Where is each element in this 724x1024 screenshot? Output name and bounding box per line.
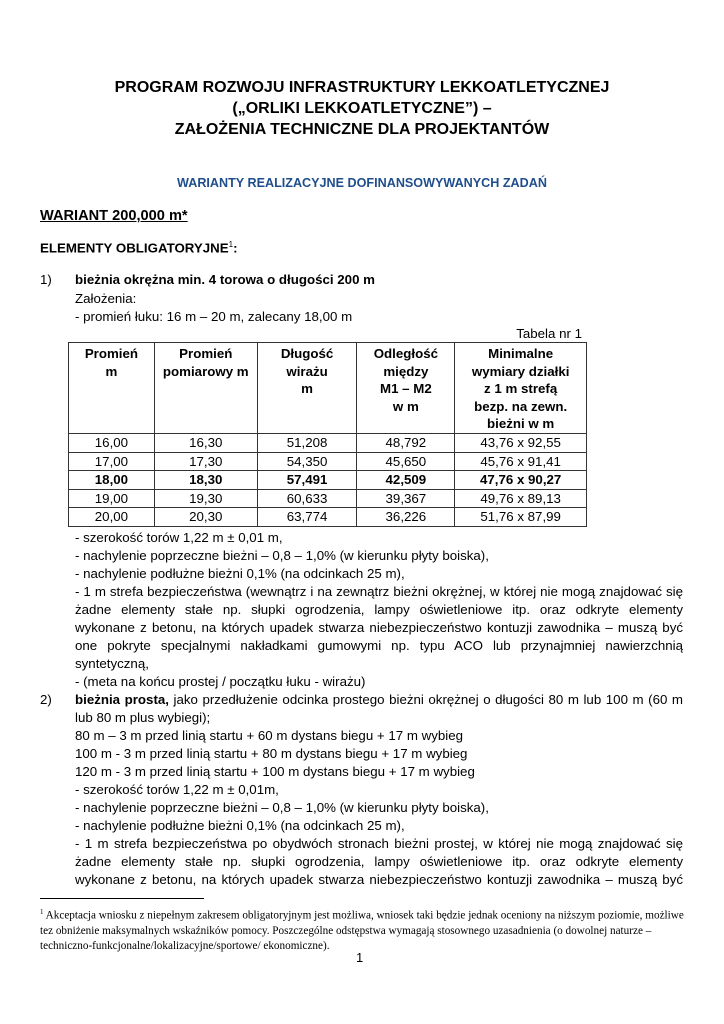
table-cell: 43,76 x 92,55 <box>455 434 587 453</box>
title-line: („ORLIKI LEKKOATLETYCZNE”) – <box>232 100 492 117</box>
table-cell: 39,367 <box>357 489 455 508</box>
header-line: z 1 m strefą <box>484 381 558 396</box>
title-line: ZAŁOŻENIA TECHNICZNE DLA PROJEKTANTÓW <box>174 121 550 138</box>
header-line: m <box>105 363 118 379</box>
table-cell: 54,350 <box>257 452 357 471</box>
item-number: 1) <box>40 272 52 287</box>
column-header <box>257 343 357 434</box>
table-cell: 19,30 <box>154 489 257 508</box>
safety-line: żadne elementy stałe np. słupki ogrodzenia, lampy oświetleniowe itp. oraz odkryte elementy <box>75 602 683 617</box>
table-cell: 45,76 x 91,41 <box>455 452 587 471</box>
item-title: bieżnia okrężna min. 4 torowa o długości 200 m <box>75 272 375 287</box>
safety-line: one pokryte specjalnymi nakładkami gumowymi np. typu ACO lub przynajmniej nawierzchnią <box>75 638 683 653</box>
finish-note: - (meta na końcu prostej / początku łuku - wirażu) <box>75 674 366 689</box>
header-line: wirażu <box>286 363 328 379</box>
title-line: PROGRAM ROZWOJU INFRASTRUKTURY LEKKOATLETYCZNEJ <box>114 79 610 96</box>
distance-line: 120 m - 3 m przed linią startu + 100 m dystans biegu + 17 m wybieg <box>75 764 475 779</box>
variant-heading: WARIANT 200,000 m* <box>40 208 188 224</box>
table-cell: 19,00 <box>69 489 155 508</box>
header-line: wymiary działki <box>471 363 570 379</box>
header-line: Długość <box>280 346 334 361</box>
table-cell: 17,30 <box>154 452 257 471</box>
column-header <box>154 343 257 434</box>
item-number: 2) <box>40 692 52 707</box>
table-cell: 18,00 <box>69 471 155 490</box>
footnote-ref[interactable]: 1 <box>228 240 234 249</box>
obligatory-heading-suffix: : <box>233 240 238 256</box>
table-cell: 20,00 <box>69 508 155 527</box>
table-cell: 48,792 <box>357 434 455 453</box>
note-line: - szerokość torów 1,22 m ± 0,01m, <box>75 782 279 797</box>
table-cell: 51,76 x 87,99 <box>455 508 587 527</box>
document-title <box>60 77 664 140</box>
table-row <box>69 489 587 508</box>
item2-first-line <box>75 692 683 707</box>
distance-line: 100 m - 3 m przed linią startu + 80 m dystans biegu + 17 m wybieg <box>75 746 468 761</box>
header-line: pomiarowy m <box>162 363 249 379</box>
obligatory-heading-text: ELEMENTY OBLIGATORYJNE <box>40 240 229 256</box>
table-cell: 17,00 <box>69 452 155 471</box>
header-line: w m <box>392 398 419 414</box>
note-line: - nachylenie podłużne bieżni 0,1% (na odcinkach 25 m), <box>75 818 405 833</box>
note-line: - nachylenie poprzeczne bieżni – 0,8 – 1,0% (w kierunku płyty boiska), <box>75 548 489 563</box>
table-cell: 16,00 <box>69 434 155 453</box>
column-header <box>357 343 455 434</box>
column-header <box>69 343 155 434</box>
table-cell: 45,650 <box>357 452 455 471</box>
header-line: Promień <box>84 346 139 361</box>
note-line: - nachylenie poprzeczne bieżni – 0,8 – 1,0% (w kierunku płyty boiska), <box>75 800 489 815</box>
radius-note: - promień łuku: 16 m – 20 m, zalecany 18,00 m <box>75 309 353 324</box>
safety-line: - 1 m strefa bezpieczeństwa (wewnątrz i na zewnątrz bieżni okrężnej, w której nie mogą znajdować się <box>75 584 683 599</box>
note-line: - nachylenie podłużne bieżni 0,1% (na odcinkach 25 m), <box>75 566 405 581</box>
obligatory-heading <box>40 240 238 255</box>
table-cell: 36,226 <box>357 508 455 527</box>
footnote <box>40 905 690 954</box>
safety-line: - 1 m strefa bezpieczeństwa po obydwóch stronach bieżni prostej, w której nie mogą znajdować się <box>75 836 683 851</box>
header-line: M1 – M2 <box>380 381 432 396</box>
safety-line: wykonane z betonu, na których upadek stwarza niebezpieczeństwo kontuzji zawodnika – muszą być <box>75 620 683 635</box>
footnote-divider <box>40 898 204 899</box>
footnote-text: Akceptacja wniosku z niepełnym zakresem obligatoryjnym jest możliwa, wniosek taki będzie jednak oceniony na niższym poziomie, możliwe tez obniżenie maksymalnych wskaźników pomocy. Poszczególne odstępstwa wymagają stosownego uzasadnienia (o dowolnej naturze – techniczno-funkcjonalne/lokalizacyjne/sportowe/ ekonomiczne). <box>40 909 684 952</box>
section-subtitle: WARIANTY REALIZACYJNE DOFINANSOWYWANYCH ZADAŃ <box>177 176 547 190</box>
header-line: Promień <box>179 346 233 361</box>
table-cell: 51,208 <box>257 434 357 453</box>
header-line: bieżni w m <box>487 416 555 431</box>
table-cell: 47,76 x 90,27 <box>455 471 587 490</box>
header-line: bezp. na zewn. <box>474 398 568 414</box>
note-line: - szerokość torów 1,22 m ± 0,01 m, <box>75 530 283 545</box>
header-line: Odległość <box>373 346 439 361</box>
item-title: bieżnia prosta, <box>75 692 169 707</box>
table-body <box>69 434 587 527</box>
table-cell: 60,633 <box>257 489 357 508</box>
safety-line: wykonane z betonu, na których upadek stwarza niebezpieczeństwo kontuzji zawodnika – muszą być <box>75 872 683 887</box>
header-line: m <box>301 381 313 396</box>
table-cell: 49,76 x 89,13 <box>455 489 587 508</box>
track-table <box>68 342 587 527</box>
table-cell: 63,774 <box>257 508 357 527</box>
distance-line: 80 m – 3 m przed linią startu + 60 m dystans biegu + 17 m wybieg <box>75 728 464 743</box>
page-number: 1 <box>356 950 364 965</box>
footnote-marker: 1 <box>40 908 44 916</box>
column-header <box>455 343 587 434</box>
table-cell: 57,491 <box>257 471 357 490</box>
table-cell: 42,509 <box>357 471 455 490</box>
table-header-row <box>69 343 587 434</box>
safety-line-last: syntetyczną, <box>75 656 149 671</box>
header-line: między <box>383 363 429 379</box>
table-caption: Tabela nr 1 <box>516 326 582 341</box>
table-cell: 18,30 <box>154 471 257 490</box>
assumptions-label: Założenia: <box>75 291 137 306</box>
item-desc: jako przedłużenie odcinka prostego bieżni okrężnej o długości 80 m lub 100 m (60 m <box>168 692 683 707</box>
table-row <box>69 471 587 490</box>
header-line: Minimalne <box>488 346 554 361</box>
table-cell: 20,30 <box>154 508 257 527</box>
item-desc-line: lub 80 m plus wybiegi); <box>75 710 211 725</box>
table-row <box>69 452 587 471</box>
safety-line: żadne elementy stałe np. słupki ogrodzenia, lampy oświetleniowe itp. oraz odkryte elementy <box>75 854 683 869</box>
table-cell: 16,30 <box>154 434 257 453</box>
table-row <box>69 508 587 527</box>
table-row <box>69 434 587 453</box>
